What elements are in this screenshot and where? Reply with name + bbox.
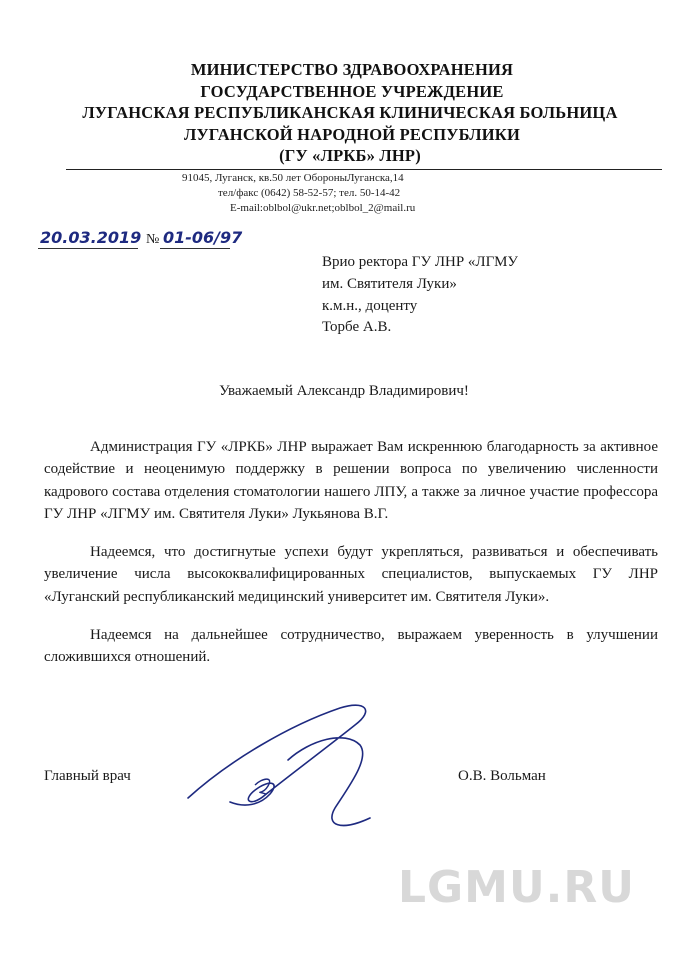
handwritten-signature xyxy=(170,690,400,840)
watermark: LGMU.RU xyxy=(398,862,635,913)
signer-name: О.В. Вольман xyxy=(458,768,546,784)
addressee-university: им. Святителя Луки» xyxy=(322,276,457,292)
address-street: 91045, Луганск, кв.50 лет ОбороныЛуганска,14 xyxy=(182,172,404,184)
handwritten-reg-number: 01-06/97 xyxy=(163,228,243,247)
header-abbreviation: (ГУ «ЛРКБ» ЛНР) xyxy=(279,146,421,165)
number-sign: № xyxy=(146,232,160,247)
greeting: Уважаемый Александр Владимирович! xyxy=(219,383,469,399)
date-underline xyxy=(38,248,138,249)
address-phone: тел/факс (0642) 58-52-57; тел. 50-14-42 xyxy=(218,187,401,199)
addressee-position: Врио ректора ГУ ЛНР «ЛГМУ xyxy=(322,254,519,270)
header-hospital-name: ЛУГАНСКАЯ РЕСПУБЛИКАНСКАЯ КЛИНИЧЕСКАЯ БОЛЬНИЦА xyxy=(82,103,618,122)
handwritten-date: 20.03.2019 xyxy=(40,228,142,247)
header-divider xyxy=(66,169,662,170)
body-paragraph-gratitude: Администрация ГУ «ЛРКБ» ЛНР выражает Вам искреннюю благодарность за активное содействие и неоценимую поддержку в решении вопроса по увеличению численности кадрового состава отделения стоматологии нашего ЛПУ, а также за личное участие профессора ГУ ЛНР «ЛГМУ им. Святителя Луки» Лукьянова В.Г. xyxy=(44,439,658,522)
body-paragraph-cooperation: Надеемся на дальнейшее сотрудничество, выражаем уверенность в улучшении сложившихся отношений. xyxy=(44,627,658,666)
addressee-name: Торбе А.В. xyxy=(322,319,392,335)
addressee-degree: к.м.н., доценту xyxy=(322,298,418,314)
header-ministry: МИНИСТЕРСТВО ЗДРАВООХРАНЕНИЯ xyxy=(190,60,514,79)
number-underline xyxy=(160,248,230,249)
header-republic: ЛУГАНСКОЙ НАРОДНОЙ РЕСПУБЛИКИ xyxy=(183,125,520,144)
signer-title: Главный врач xyxy=(44,768,131,784)
body-paragraph-hopes: Надеемся, что достигнутые успехи будут укрепляться, развиваться и обеспечивать увеличение числа высококвалифицированных специалистов, выпускаемых ГУ ЛНР «Луганский республиканский медицинский университет им. Святителя Луки». xyxy=(44,544,658,605)
header-institution-type: ГОСУДАРСТВЕННОЕ УЧРЕЖДЕНИЕ xyxy=(200,82,504,101)
address-email: E-mail:oblbol@ukr.net;oblbol_2@mail.ru xyxy=(230,202,416,214)
